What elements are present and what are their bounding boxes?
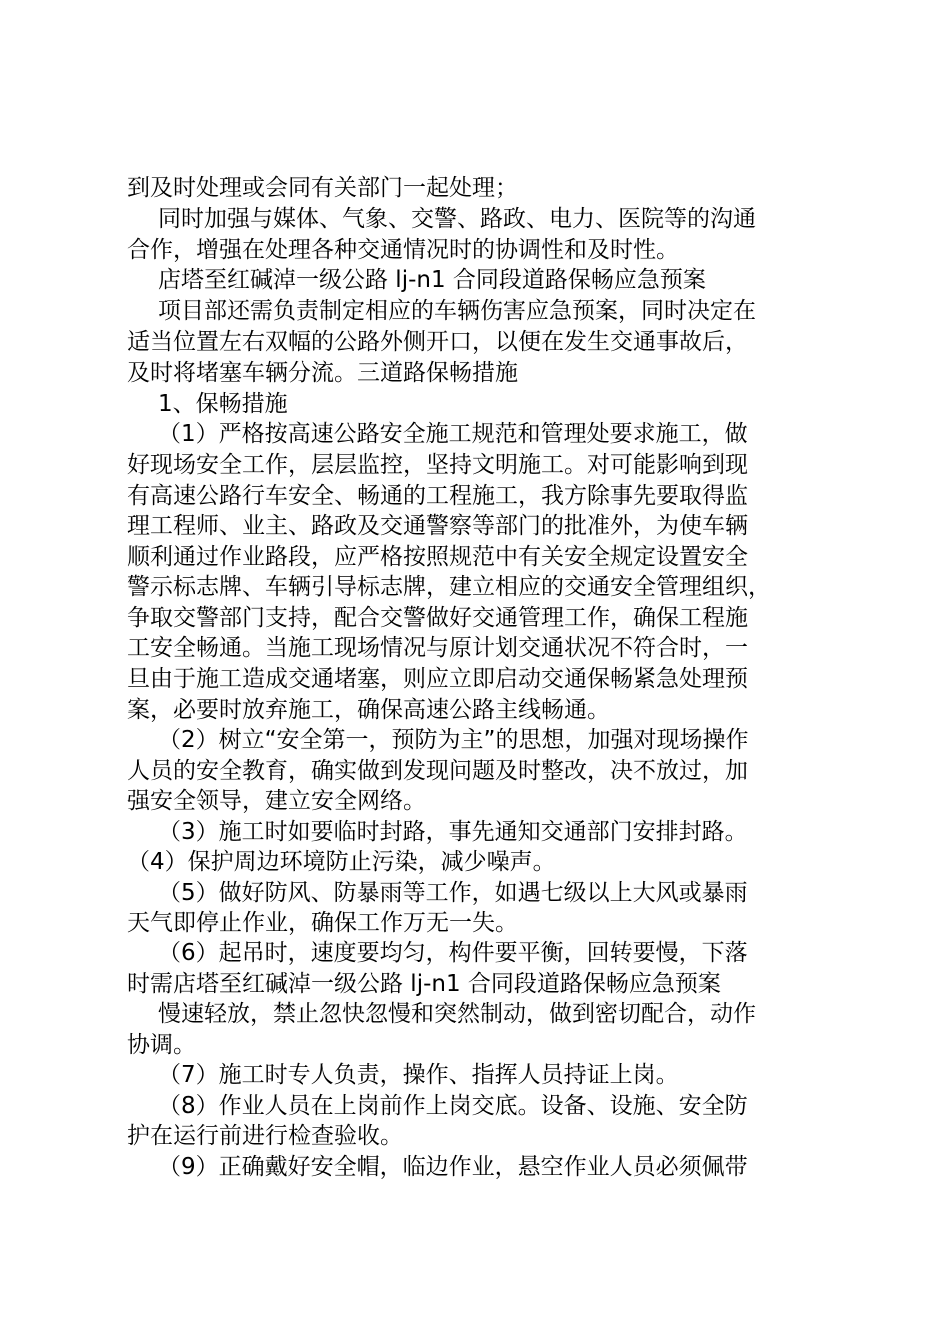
text-line: （5）做好防风、防暴雨等工作，如遇七级以上大风或暴雨 bbox=[158, 880, 748, 906]
text-line: 项目部还需负责制定相应的车辆伤害应急预案，同时决定在 bbox=[158, 298, 756, 324]
text-line: 合作，增强在处理各种交通情况时的协调性和及时性。 bbox=[127, 237, 679, 263]
text-line: 时需店塔至红碱淖一级公路 lj-n1 合同段道路保畅应急预案 bbox=[127, 971, 721, 997]
text-line: 强安全领导，建立安全网络。 bbox=[127, 788, 426, 814]
text-line: （3）施工时如要临时封路，事先通知交通部门安排封路。 bbox=[158, 819, 748, 845]
text-line: 天气即停止作业，确保工作万无一失。 bbox=[127, 910, 518, 936]
text-line: 工安全畅通。当施工现场情况与原计划交通状况不符合时，一 bbox=[127, 635, 748, 661]
text-line: 1、保畅措施 bbox=[158, 391, 288, 417]
text-line: 理工程师、业主、路政及交通警察等部门的批准外，为使车辆 bbox=[127, 513, 748, 539]
text-line: 有高速公路行车安全、畅通的工程施工，我方除事先要取得监 bbox=[127, 483, 748, 509]
text-line: （8）作业人员在上岗前作上岗交底。设备、设施、安全防 bbox=[158, 1093, 748, 1119]
text-line: 争取交警部门支持，配合交警做好交通管理工作，确保工程施 bbox=[127, 605, 748, 631]
text-line: 人员的安全教育，确实做到发现问题及时整改，决不放过，加 bbox=[127, 758, 748, 784]
text-line: （4）保护周边环境防止污染，减少噪声。 bbox=[127, 849, 556, 875]
text-line: 旦由于施工造成交通堵塞，则应立即启动交通保畅紧急处理预 bbox=[127, 666, 748, 692]
text-line: （1）严格按高速公路安全施工规范和管理处要求施工，做 bbox=[158, 421, 748, 447]
text-line: 护在运行前进行检查验收。 bbox=[127, 1123, 403, 1149]
text-line: （2）树立“安全第一，预防为主”的思想，加强对现场操作 bbox=[158, 727, 749, 753]
text-line: 适当位置左右双幅的公路外侧开口，以便在发生交通事故后， bbox=[127, 329, 748, 355]
text-line: 同时加强与媒体、气象、交警、路政、电力、医院等的沟通 bbox=[158, 206, 756, 232]
text-line: 好现场安全工作，层层监控，坚持文明施工。对可能影响到现 bbox=[127, 452, 748, 478]
text-line: 协调。 bbox=[127, 1032, 196, 1058]
text-line: 慢速轻放，禁止忽快忽慢和突然制动，做到密切配合，动作 bbox=[158, 1001, 756, 1027]
text-line: 店塔至红碱淖一级公路 lj-n1 合同段道路保畅应急预案 bbox=[158, 267, 706, 293]
text-line: 到及时处理或会同有关部门一起处理； bbox=[127, 175, 518, 201]
text-line: （7）施工时专人负责，操作、指挥人员持证上岗。 bbox=[158, 1062, 679, 1088]
text-line: 案，必要时放弃施工，确保高速公路主线畅通。 bbox=[127, 697, 610, 723]
text-line: （6）起吊时，速度要均匀，构件要平衡，回转要慢，下落 bbox=[158, 940, 748, 966]
text-line: （9）正确戴好安全帽，临边作业，悬空作业人员必须佩带 bbox=[158, 1154, 748, 1180]
text-line: 警示标志牌、车辆引导标志牌，建立相应的交通安全管理组织， bbox=[127, 574, 771, 600]
text-line: 及时将堵塞车辆分流。三道路保畅措施 bbox=[127, 360, 518, 386]
text-line: 顺利通过作业路段，应严格按照规范中有关安全规定设置安全 bbox=[127, 544, 748, 570]
